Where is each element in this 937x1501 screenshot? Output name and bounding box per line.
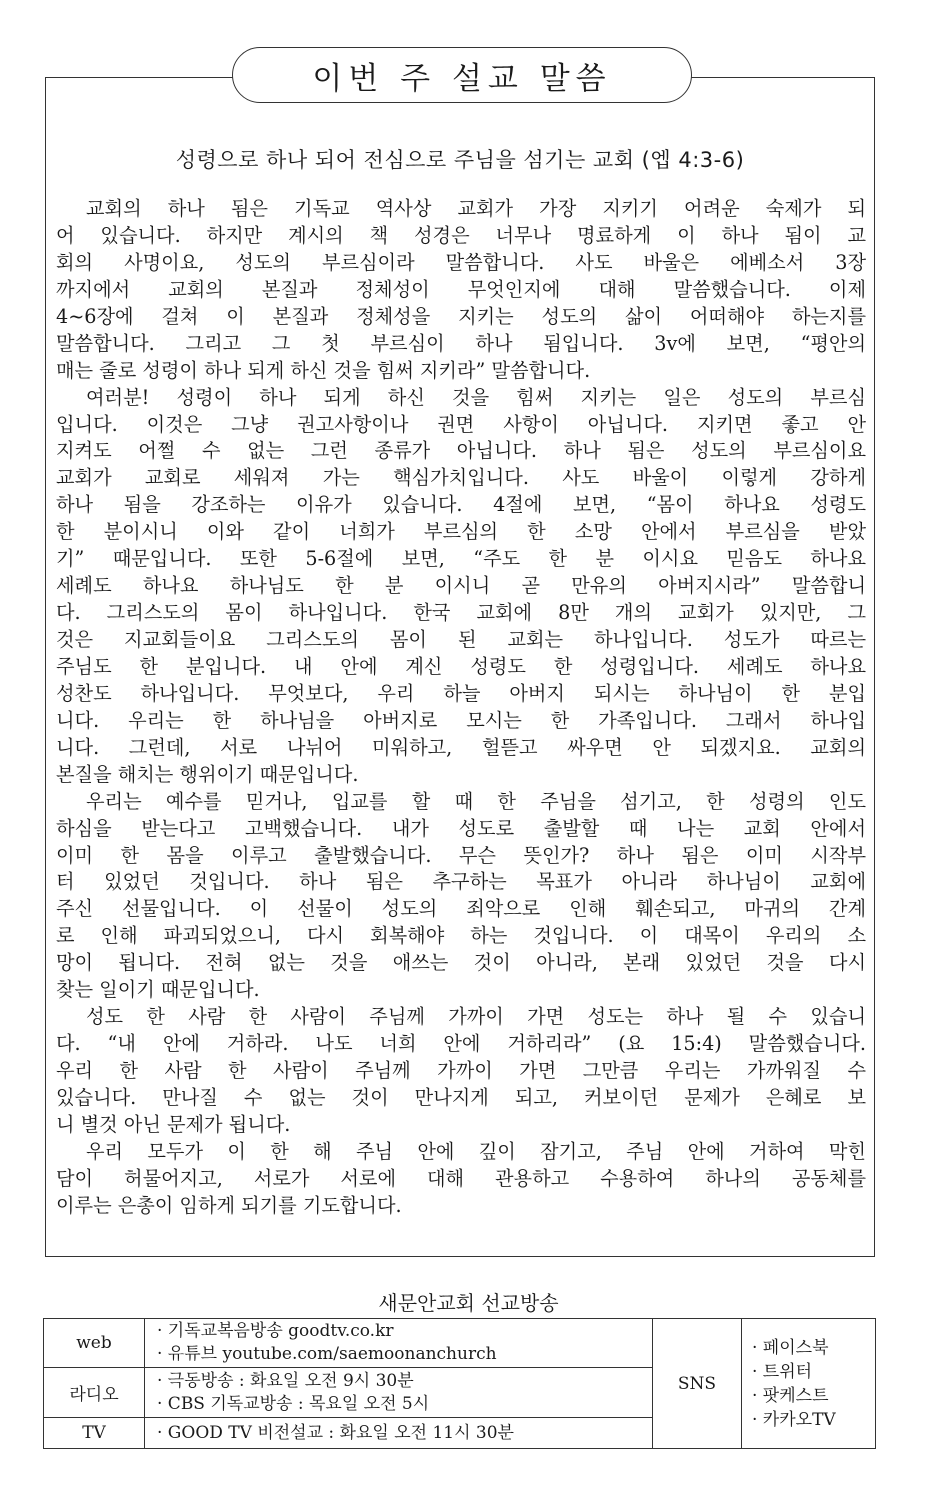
tv-item: · GOOD TV 비전설교 : 화요일 오전 11시 30분 — [157, 1422, 514, 1443]
paragraph-line: 주신 선물입니다. 이 선물이 성도의 죄악으로 인해 훼손되고, 마귀의 간계 — [56, 897, 866, 921]
paragraph-line: 회의 사명이요, 성도의 부르심이라 말씀합니다. 사도 바울은 에베소서 3장 — [56, 250, 866, 274]
paragraph-line: 있습니다. 만나질 수 없는 것이 만나지게 되고, 커보이던 문제가 은혜로 보 — [56, 1085, 866, 1109]
sns-item: · 카카오TV — [752, 1409, 836, 1430]
paragraph-line: 여러분! 성령이 하나 되게 하신 것을 힘써 지키는 일은 성도의 부르심 — [86, 385, 866, 409]
paragraph-line: 지켜도 어쩔 수 없는 그런 종류가 아닙니다. 하나 됨은 성도의 부르심이요 — [56, 439, 866, 463]
sns-items — [742, 1319, 876, 1449]
paragraph-line: 4~6장에 걸쳐 이 본질과 정체성을 지키는 성도의 삶이 어떠해야 하는지를 — [56, 304, 866, 328]
sermon-body — [56, 196, 866, 1220]
paragraph-line: 매는 줄로 성령이 하나 되게 하신 것을 힘써 지키라” 말씀합니다. — [56, 358, 591, 382]
paragraph-line: 하나 됨을 강조하는 이유가 있습니다. 4절에 보면, “몸이 하나요 성령도 — [56, 493, 866, 517]
paragraph-line: 다. 그리스도의 몸이 하나입니다. 한국 교회에 8만 개의 교회가 있지만, 그 — [56, 601, 866, 625]
sns-item: · 페이스북 — [752, 1337, 829, 1358]
paragraph-line: 성도 한 사람 한 사람이 주님께 가까이 가면 성도는 하나 될 수 있습니 — [86, 1005, 866, 1029]
sns-label: SNS — [653, 1319, 742, 1449]
paragraph-line: 다. “내 안에 거하라. 나도 너희 안에 거하리라” (요 15:4) 말씀했습니다. — [56, 1032, 866, 1056]
paragraph-line: 본질을 해치는 행위이기 때문입니다. — [56, 762, 359, 786]
radio-items — [145, 1368, 653, 1418]
paragraph-line: 입니다. 이것은 그냥 권고사항이나 권면 사항이 아닙니다. 지키면 좋고 안 — [56, 412, 866, 436]
paragraph-line: 어 있습니다. 하지만 계시의 책 성경은 너무나 명료하게 이 하나 됨이 교 — [56, 223, 866, 247]
radio-item: · CBS 기독교방송 : 목요일 오전 5시 — [157, 1393, 430, 1414]
tv-label: TV — [44, 1418, 145, 1449]
web-items — [145, 1319, 653, 1368]
sns-item: · 팟케스트 — [752, 1385, 829, 1406]
web-item: · 유튜브 youtube.com/saemoonanchurch — [157, 1344, 497, 1364]
page-title: 이번 주 설교 말씀 — [232, 47, 692, 103]
web-item: · 기독교복음방송 goodtv.co.kr — [157, 1321, 394, 1341]
paragraph-line: 성찬도 하나입니다. 무엇보다, 우리 하늘 아버지 되시는 하나님이 한 분입 — [56, 681, 866, 705]
paragraph-line: 말씀합니다. 그리고 그 첫 부르심이 하나 됨입니다. 3v에 보면, “평안의 — [56, 331, 866, 355]
paragraph-line: 이미 한 몸을 이루고 출발했습니다. 무슨 뜻인가? 하나 됨은 이미 시작부 — [56, 843, 866, 867]
paragraph-line: 니다. 그런데, 서로 나뉘어 미워하고, 헐뜯고 싸우면 안 되겠지요. 교회의 — [56, 735, 866, 759]
paragraph-line: 한 분이시니 이와 같이 너희가 부르심의 한 소망 안에서 부르심을 받았 — [56, 520, 866, 544]
web-label: web — [44, 1319, 145, 1368]
paragraph-line: 담이 허물어지고, 서로가 서로에 대해 관용하고 수용하여 하나의 공동체를 — [56, 1166, 866, 1190]
paragraph-line: 세례도 하나요 하나님도 한 분 이시니 곧 만유의 아버지시라” 말씀합니 — [56, 574, 866, 598]
broadcast-table — [43, 1318, 876, 1449]
broadcast-title: 새문안교회 선교방송 — [378, 1291, 559, 1315]
paragraph-line: 니다. 우리는 한 하나님을 아버지로 모시는 한 가족입니다. 그래서 하나입 — [56, 708, 866, 732]
paragraph-line: 까지에서 교회의 본질과 정체성이 무엇인지에 대해 말씀했습니다. 이제 — [56, 277, 866, 301]
paragraph-line: 이루는 은총이 임하게 되기를 기도합니다. — [56, 1193, 402, 1217]
paragraph-line: 망이 됩니다. 전혀 없는 것을 애쓰는 것이 아니라, 본래 있었던 것을 다시 — [56, 951, 866, 975]
radio-item: · 극동방송 : 화요일 오전 9시 30분 — [157, 1370, 414, 1391]
paragraph-line: 터 있었던 것입니다. 하나 됨은 추구하는 목표가 아니라 하나님이 교회에 — [56, 870, 866, 894]
paragraph-line: 교회의 하나 됨은 기독교 역사상 교회가 가장 지키기 어려운 숙제가 되 — [86, 197, 866, 220]
paragraph-line: 니 별것 아닌 문제가 됩니다. — [56, 1112, 291, 1136]
paragraph-line: 우리 한 사람 한 사람이 주님께 가까이 가면 그만큼 우리는 가까워질 수 — [56, 1059, 866, 1082]
paragraph-line: 우리는 예수를 믿거나, 입교를 할 때 한 주님을 섬기고, 한 성령의 인도 — [86, 789, 866, 813]
paragraph-line: 하심을 받는다고 고백했습니다. 내가 성도로 출발할 때 나는 교회 안에서 — [56, 816, 866, 840]
paragraph-line: 것은 지교회들이요 그리스도의 몸이 된 교회는 하나입니다. 성도가 따르는 — [56, 628, 866, 651]
radio-label: 라디오 — [44, 1368, 145, 1418]
sns-item: · 트위터 — [752, 1361, 813, 1382]
paragraph-line: 로 인해 파괴되었으니, 다시 회복해야 하는 것입니다. 이 대목이 우리의 소 — [56, 924, 866, 948]
paragraph-line: 찾는 일이기 때문입니다. — [56, 978, 260, 1002]
sermon-subtitle: 성령으로 하나 되어 전심으로 주님을 섬기는 교회 (엡 4:3-6) — [175, 148, 745, 172]
paragraph-line: 주님도 한 분입니다. 내 안에 계신 성령도 한 성령입니다. 세례도 하나요 — [56, 654, 866, 678]
tv-items — [145, 1418, 653, 1449]
paragraph-line: 교회가 교회로 세워져 가는 핵심가치입니다. 사도 바울이 이렇게 강하게 — [56, 466, 866, 490]
paragraph-line: 우리 모두가 이 한 해 주님 안에 깊이 잠기고, 주님 안에 거하여 막힌 — [86, 1139, 866, 1163]
paragraph-line: 기” 때문입니다. 또한 5-6절에 보면, “주도 한 분 이시요 믿음도 하나요 — [56, 547, 866, 571]
